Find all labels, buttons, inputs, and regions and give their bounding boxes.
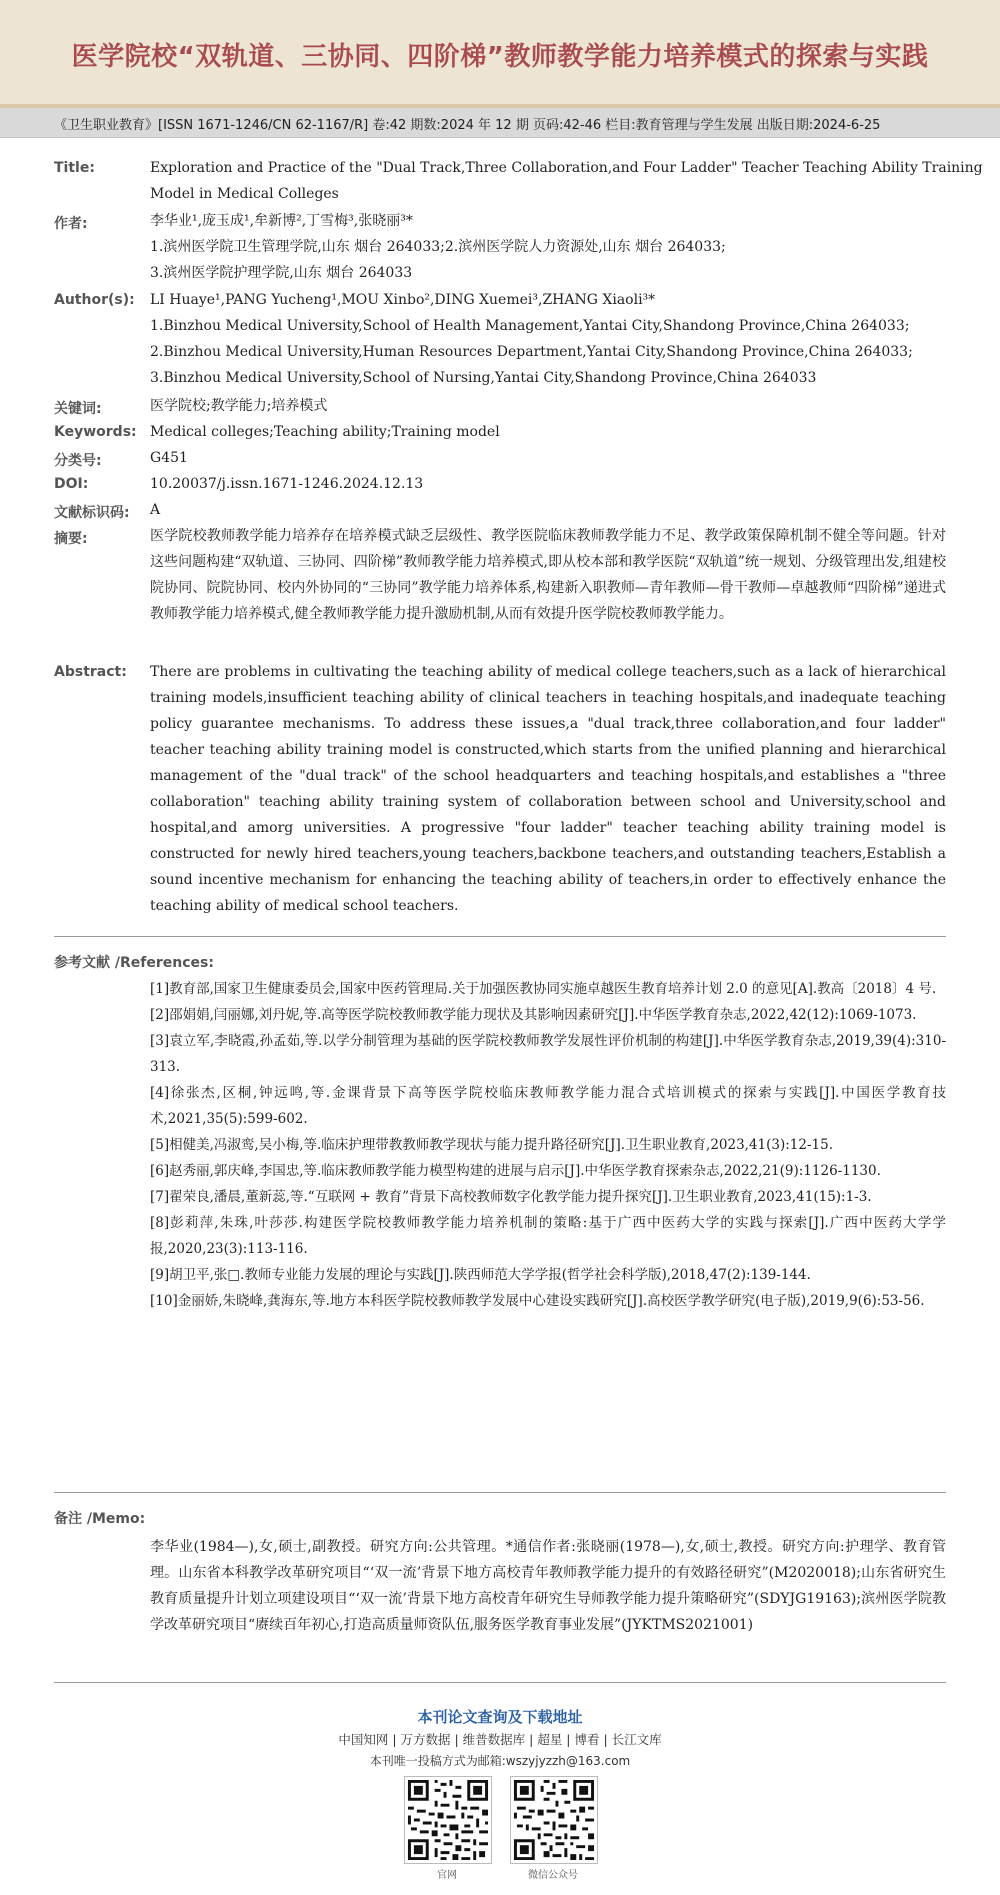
classification-label: 分类号: xyxy=(54,453,102,469)
title-banner xyxy=(0,0,1000,109)
authors-cn-label: 作者: xyxy=(54,216,88,232)
title-en-line: Model in Medical Colleges xyxy=(150,186,339,202)
footer-title: 本刊论文查询及下载地址 xyxy=(417,1708,583,1726)
references-heading: 参考文献 /References: xyxy=(54,955,214,971)
reference-item: [1]教育部,国家卫生健康委员会,国家中医药管理局.关于加强医教协同实施卓越医生教育培养计划 2.0 的意见[A].教高〔2018〕4 号. xyxy=(150,981,937,997)
keywords-en: Medical colleges;Teaching ability;Training model xyxy=(150,424,500,440)
journal-meta-bar xyxy=(0,108,1000,138)
qr-caption-wechat: 微信公众号 xyxy=(528,1870,578,1881)
authors-cn: 李华业¹,庞玉成¹,牟新博²,丁雪梅³,张晓丽³* xyxy=(150,213,413,229)
authors-en-label: Author(s): xyxy=(54,292,135,308)
authors-en: LI Huaye¹,PANG Yucheng¹,MOU Xinbo²,DING Xuemei³,ZHANG Xiaoli³* xyxy=(150,292,656,308)
title-label: Title: xyxy=(54,160,95,176)
footer-databases: 中国知网 | 万方数据 | 维普数据库 | 超星 | 博看 | 长江文库 xyxy=(338,1732,662,1747)
abstract-cn-block xyxy=(150,523,946,627)
reference-item: [10]金丽娇,朱晓峰,龚海东,等.地方本科医学院校教师教学发展中心建设实践研究[J].高校医学教学研究(电子版),2019,9(6):53-56. xyxy=(150,1293,925,1309)
keywords-en-label: Keywords: xyxy=(54,424,137,440)
abstract-en-text: There are problems in cultivating the teaching ability of medical college teachers,such as a lack of hierarchical training models,insufficient teaching ability of clinical teachers in teaching hospitals,and inadequate teaching policy guarantee mechanisms. To address these issues,a "dual track,three collaboration,and four ladder" teacher teaching ability training model is constructed,which starts from the unified planning and hierarchical management of the "dual track" of the school headquarters and teaching hospitals,and establishes a "three collaboration" teaching ability training system of collaboration between school and University,school and hospital,and amorg universities. A progressive "four ladder" teacher teaching ability training model is constructed for newly hired teachers,young teachers,backbone teachers,and outstanding teachers,Establish a sound incentive mechanism for enhancing the teaching ability of teachers,in order to effectively enhance the teaching ability of medical school teachers. xyxy=(150,664,946,914)
doc-code-label: 文献标识码: xyxy=(54,505,130,521)
affiliation-cn: 1.滨州医学院卫生管理学院,山东 烟台 264033;2.滨州医学院人力资源处,山东 烟台 264033; xyxy=(150,239,726,255)
doi-label: DOI: xyxy=(54,476,89,492)
reference-item: [4]徐张杰,区桐,钟远鸣,等.金课背景下高等医学院校临床教师教学能力混合式培训模式的探索与实践[J].中国医学教育技术,2021,35(5):599-602. xyxy=(150,1085,946,1127)
divider xyxy=(54,1682,946,1683)
qr-code-icon xyxy=(511,1777,597,1863)
abstract-en-block xyxy=(150,659,946,919)
abstract-en-label: Abstract: xyxy=(54,664,127,680)
classification-value: G451 xyxy=(150,450,188,466)
authors-en-block xyxy=(150,287,946,391)
keywords-cn: 医学院校;教学能力;培养模式 xyxy=(150,398,328,414)
abstract-cn-text: 医学院校教师教学能力培养存在培养模式缺乏层级性、教学医院临床教师教学能力不足、教学政策保障机制不健全等问题。针对这些问题构建“双轨道、三协同、四阶梯”教师教学能力培养模式,即从校本部和教学医院“双轨道”统一规划、分级管理出发,组建校院协同、院院协同、校内外协同的“三协同”教学能力培养体系,构建新入职教师—青年教师—骨干教师—卓越教师“四阶梯”递进式教师教学能力培养模式,健全教师教学能力提升激励机制,从而有效提升医学院校教师教学能力。 xyxy=(150,528,946,622)
affiliation-en: 2.Binzhou Medical University,Human Resources Department,Yantai City,Shandong Province,China 264033; xyxy=(150,344,913,360)
reference-item: [2]邵娟娟,闫丽娜,刘丹妮,等.高等医学院校教师教学能力现状及其影响因素研究[J].中华医学教育杂志,2022,42(12):1069-1073. xyxy=(150,1007,917,1023)
footer-email: 本刊唯一投稿方式为邮箱:wszyjyzzh@163.com xyxy=(369,1754,631,1768)
doi-value[interactable]: 10.20037/j.issn.1671-1246.2024.12.13 xyxy=(150,476,424,492)
reference-item: [6]赵秀丽,郭庆峰,李国忠,等.临床教师教学能力模型构建的进展与启示[J].中华医学教育探索杂志,2022,21(9):1126-1130. xyxy=(150,1163,881,1179)
journal-meta-text: 《卫生职业教育》[ISSN 1671-1246/CN 62-1167/R] 卷:42 期数:2024 年 12 期 页码:42-46 栏目:教育管理与学生发展 出版日期:2024-6-25 xyxy=(54,118,881,133)
qr-code-website[interactable] xyxy=(404,1776,492,1864)
references-list xyxy=(150,976,946,1314)
reference-item: [8]彭莉萍,朱珠,叶莎莎.构建医学院校教师教学能力培养机制的策略:基于广西中医药大学的实践与探索[J].广西中医药大学学报,2020,23(3):113-116. xyxy=(150,1215,946,1257)
reference-item: [9]胡卫平,张□.教师专业能力发展的理论与实践[J].陕西师范大学学报(哲学社会科学版),2018,47(2):139-144. xyxy=(150,1267,811,1283)
divider xyxy=(54,1492,946,1493)
title-en-line: Exploration and Practice of the "Dual Track,Three Collaboration,and Four Ladder" Teacher Teaching Ability Training xyxy=(150,160,983,176)
affiliation-en: 1.Binzhou Medical University,School of Health Management,Yantai City,Shandong Province,China 264033; xyxy=(150,318,910,334)
reference-item: [3]袁立军,李晓霞,孙孟茹,等.以学分制管理为基础的医学院校教师教学发展性评价机制的构建[J].中华医学教育杂志,2019,39(4):310-313. xyxy=(150,1033,946,1075)
keywords-cn-label: 关键词: xyxy=(54,401,102,417)
doc-code-value: A xyxy=(150,502,161,518)
article-title-cn: 医学院校“双轨道、三协同、四阶梯”教师教学能力培养模式的探索与实践 xyxy=(71,42,929,72)
divider xyxy=(54,936,946,937)
reference-item: [7]翟荣良,潘晨,董新蕊,等.“互联网 + 教育”背景下高校教师数字化教学能力提升探究[J].卫生职业教育,2023,41(15):1-3. xyxy=(150,1189,872,1205)
reference-item: [5]相健美,冯淑鸾,吴小梅,等.临床护理带教教师教学现状与能力提升路径研究[J].卫生职业教育,2023,41(3):12-15. xyxy=(150,1137,834,1153)
abstract-cn-label: 摘要: xyxy=(54,531,88,547)
memo-text: 李华业(1984—),女,硕士,副教授。研究方向:公共管理。*通信作者:张晓丽(1978—),女,硕士,教授。研究方向:护理学、教育管理。山东省本科教学改革研究项目“‘双一流’背景下地方高校青年教师教学能力提升的有效路径研究”(M2020018);山东省研究生教育质量提升计划立项建设项目“‘双一流’背景下地方高校青年研究生导师教学能力提升策略研究”(SDYJG19163);滨州医学院教学改革研究项目“赓续百年初心,打造高质量师资队伍,服务医学教育事业发展”(JYKTMS2021001) xyxy=(150,1539,946,1633)
memo-heading: 备注 /Memo: xyxy=(54,1511,146,1527)
title-en xyxy=(150,155,983,207)
affiliation-cn: 3.滨州医学院护理学院,山东 烟台 264033 xyxy=(150,265,413,281)
qr-code-wechat[interactable] xyxy=(510,1776,598,1864)
qr-code-icon xyxy=(405,1777,491,1863)
affiliation-en: 3.Binzhou Medical University,School of Nursing,Yantai City,Shandong Province,China 264033 xyxy=(150,370,817,386)
qr-caption-website: 官网 xyxy=(437,1870,457,1881)
authors-cn-block xyxy=(150,208,946,286)
